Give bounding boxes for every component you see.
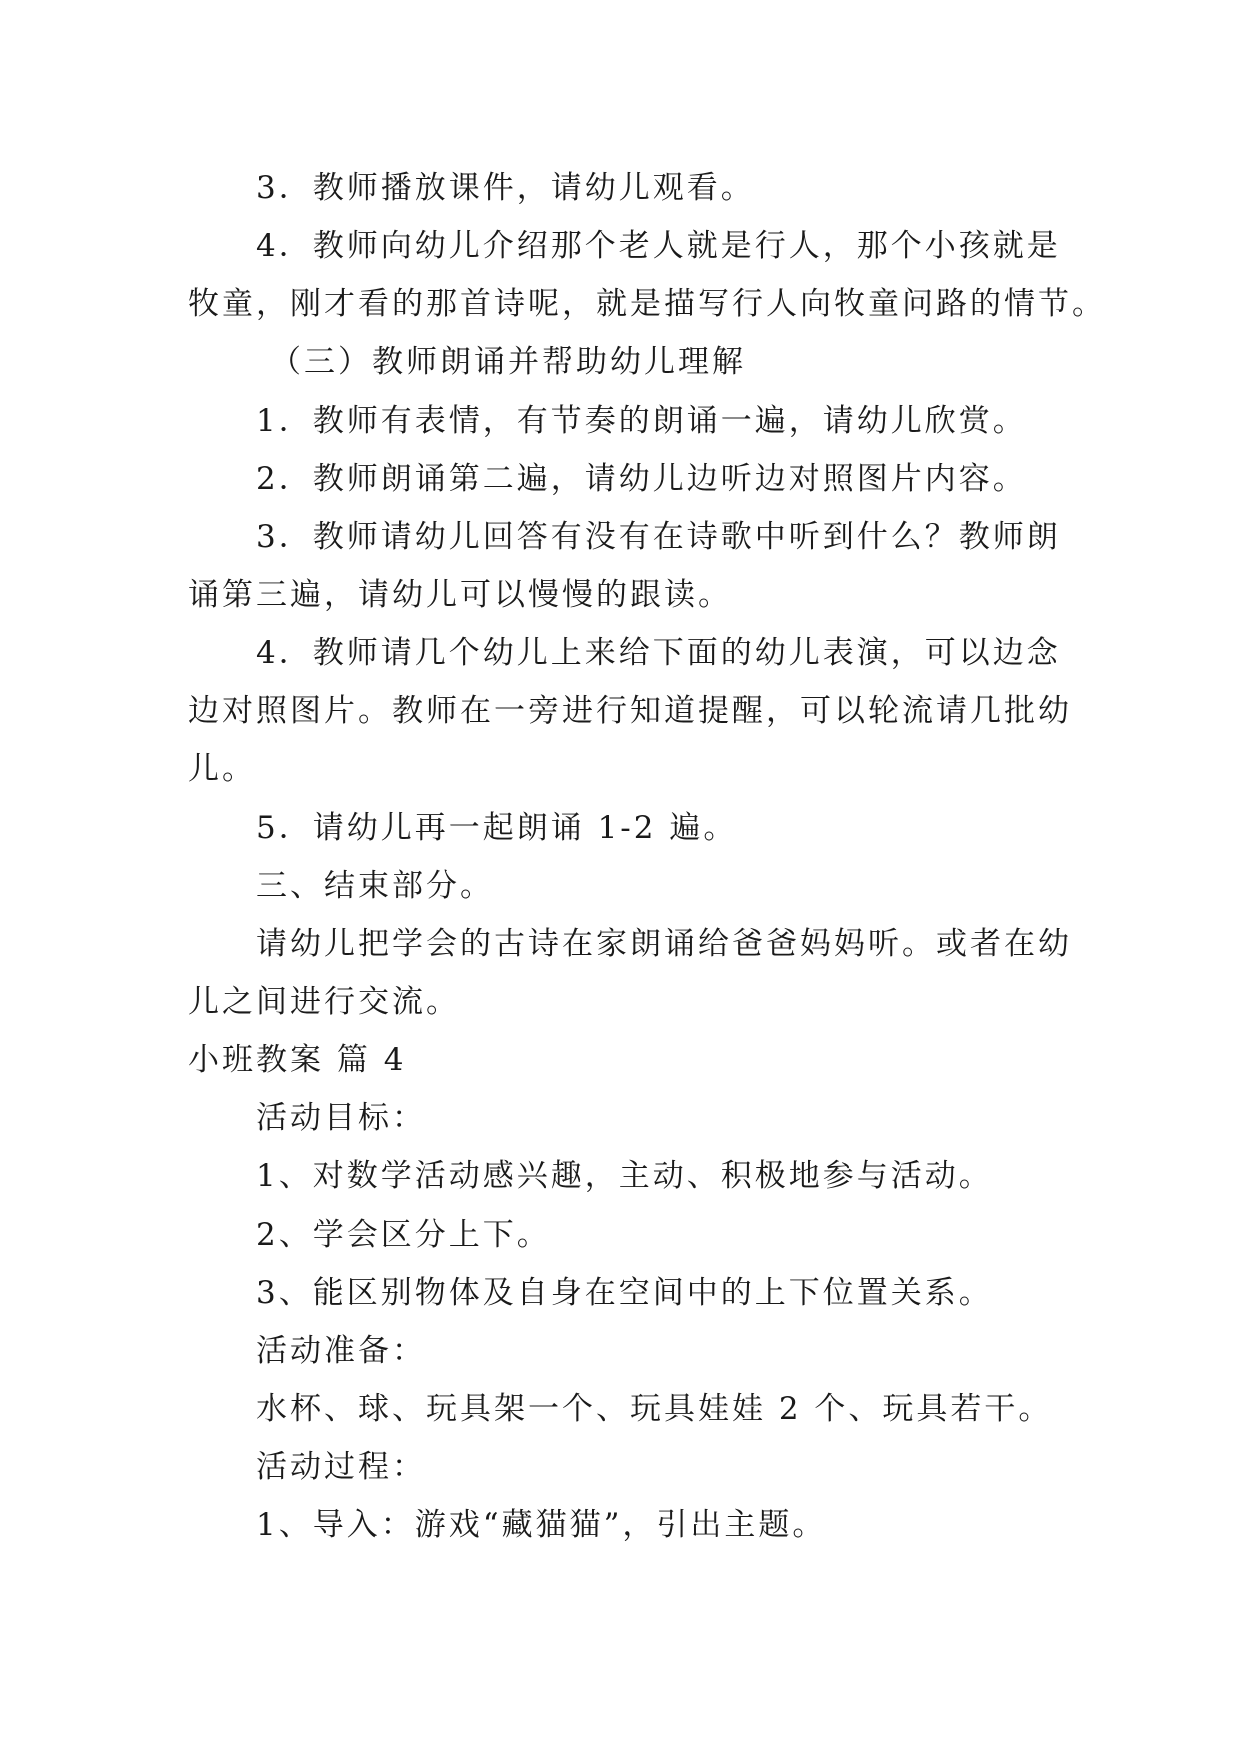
lesson-plan-title: 小班教案 篇 4 (188, 1042, 407, 1078)
step-3-question-line-1: 3．教师请幼儿回答有没有在诗歌中听到什么？教师朗 (256, 519, 1061, 555)
ending-line-1: 请幼儿把学会的古诗在家朗诵给爸爸妈妈听。或者在幼 (256, 926, 1072, 962)
step-4-intro-line-2: 牧童，刚才看的那首诗呢，就是描写行人向牧童问路的情节。 (188, 286, 1106, 322)
section-3-heading: （三）教师朗诵并帮助幼儿理解 (270, 344, 746, 380)
step-2-recite-again: 2．教师朗诵第二遍，请幼儿边听边对照图片内容。 (256, 461, 1027, 497)
step-4-perform-line-1: 4．教师请几个幼儿上来给下面的幼儿表演，可以边念 (256, 635, 1061, 671)
goal-2: 2、学会区分上下。 (256, 1217, 551, 1253)
step-4-perform-line-2: 边对照图片。教师在一旁进行知道提醒，可以轮流请几批幼 (188, 693, 1072, 729)
ending-line-2: 儿之间进行交流。 (188, 984, 460, 1020)
step-5-recite-together: 5．请幼儿再一起朗诵 1-2 遍。 (256, 810, 738, 846)
activity-preparation-heading: 活动准备： (256, 1333, 426, 1369)
step-4-perform-line-3: 儿。 (188, 751, 256, 787)
goal-1: 1、对数学活动感兴趣，主动、积极地参与活动。 (256, 1158, 993, 1194)
preparation-materials: 水杯、球、玩具架一个、玩具娃娃 2 个、玩具若干。 (256, 1391, 1053, 1427)
step-3-question-line-2: 诵第三遍，请幼儿可以慢慢的跟读。 (188, 577, 732, 613)
step-1-recite: 1．教师有表情，有节奏的朗诵一遍，请幼儿欣赏。 (256, 403, 1027, 439)
process-step-1: 1、导入：游戏“藏猫猫”，引出主题。 (256, 1507, 827, 1543)
step-3-play-courseware: 3．教师播放课件，请幼儿观看。 (256, 170, 755, 206)
ending-section-heading: 三、结束部分。 (256, 868, 494, 904)
activity-goals-heading: 活动目标： (256, 1100, 426, 1136)
activity-process-heading: 活动过程： (256, 1449, 426, 1485)
step-4-intro-line-1: 4．教师向幼儿介绍那个老人就是行人，那个小孩就是 (256, 228, 1061, 264)
goal-3: 3、能区别物体及自身在空间中的上下位置关系。 (256, 1275, 993, 1311)
